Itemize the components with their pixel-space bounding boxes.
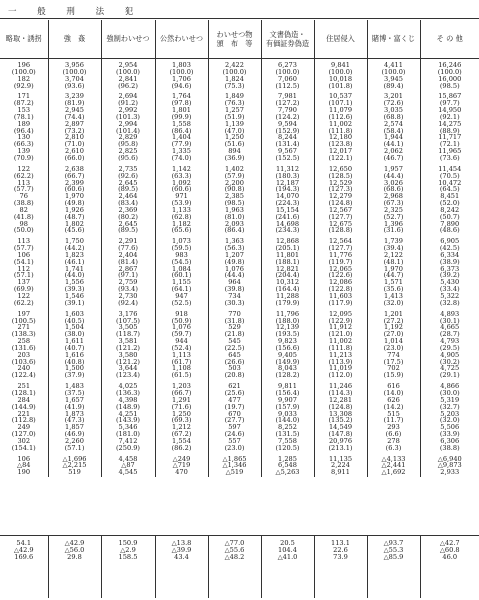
table-row-group [0, 163, 479, 235]
table-cell: 1,285 6,548 △5,263 [261, 453, 314, 478]
table-cell: 1,750 (44.2) 1,823 (46.1) 1,741 (44.0) 1,556 (39.3) 1,546 (39.1) [48, 235, 101, 307]
table-cell: 11,454 (70.5) 10,472 (64.5) 8,451 (52.0) 8,242 (50.7) 7,890 (48.6) [420, 163, 479, 235]
table-cell: 12,095 (122.9) 11,912 (121.0) 11,002 (111.8) 11,213 (113.9) 11,019 (112.0) [314, 308, 367, 380]
table-row-group-difference [0, 453, 479, 478]
table-cell: 1,073 (59.5) 983 (54.5) 1,084 (60.1) 1,155 (64.1) 947 (52.5) [155, 235, 208, 307]
page-title: 一 般 刑 法 犯 [8, 7, 143, 17]
table-cell: 113 (57.7) 106 (54.1) 112 (57.1) 137 (69.9) 122 (62.2) [13, 237, 34, 307]
table-cell: 196 (100.0) 182 (92.9) [11, 61, 36, 90]
table-cell: 4,893 (30.1) 4,665 (28.7) 4,793 (29.5) 4,905 (30.2) 4,725 (29.1) [420, 308, 479, 380]
table-cell: 2,422 (100.0) 1,824 (75.3) [208, 59, 261, 90]
table-cell: 1,203 (66.7) 1,291 (71.6) 1,250 (69.3) 1,212 (67.2) 1,554 (86.2) [155, 380, 208, 452]
table-cell: 197 (100.5) 271 (138.3) 258 (131.6) 203 (103.6) 240 (122.4) [11, 309, 36, 380]
table-cell: 3,176 (107.5) 3,505 (118.7) 3,581 (121.2) 3,580 (121.2) 3,644 (123.4) [101, 308, 155, 380]
footer-cell: △93.7 △55.3 △85.9 [367, 536, 420, 598]
table-row-group [0, 308, 479, 380]
footer-cell: △77.0 △55.6 △48.2 [208, 536, 261, 598]
table-cell: 1,739 (39.4) 2,122 (48.1) 1,970 (44.7) 1,571 (35.6) 1,413 (32.0) [367, 235, 420, 307]
table-cell: 1,363 (56.3) 1,207 (49.8) 1,076 (44.4) 964 (39.8) 734 (30.3) [208, 235, 261, 307]
table-cell: 2,694 (91.2) 2,992 (101.3) 2,994 (101.4) 2,829 (95.8) 2,825 (95.6) [101, 90, 155, 162]
header-row [0, 20, 479, 59]
footer-cell: 20.5 104.4 △41.0 [261, 536, 314, 598]
footer-cell: △13.8 △39.9 43.4 [155, 536, 208, 598]
table-cell: 7,981 (127.2) 7,790 (124.2) 9,594 (152.9) 8,244 (131.4) 9,567 (152.5) [261, 90, 314, 162]
table-cell: 3,956 (100.0) 3,704 (93.6) [48, 59, 101, 90]
table-cell: 6,905 (42.5) 6,334 (38.9) 6,373 (39.2) 5,430 (33.4) 5,322 (32.8) [420, 235, 479, 307]
table-row-group [0, 59, 479, 90]
table-cell: 1,849 (76.3) 1,257 (51.9) 1,139 (47.0) 1,250 (51.6) 894 (36.9) [208, 90, 261, 162]
table-cell: △1,865 △1,346 △519 [208, 453, 261, 478]
table-cell: 3,239 (81.9) 2,945 (74.4) 2,897 (73.2) 2,810 (71.0) 2,610 (66.0) [48, 90, 101, 162]
table-cell: 10,537 (107.1) 11,079 (112.6) 11,002 (111.8) 12,180 (123.8) 12,017 (122.1) [314, 90, 367, 162]
column-header-forgery: 文書偽造・ 有価証券偽造 [261, 20, 314, 58]
table-row-group [0, 235, 479, 307]
table-cell: 12,650 (128.5) 12,529 (127.3) 12,279 (124.8) 12,567 (127.7) 12,675 (128.8) [314, 163, 367, 235]
table-cell: 1,803 (100.0) 1,706 (94.6) [155, 59, 208, 90]
table-cell: 918 (50.9) 1,076 (59.7) 944 (52.4) 1,113 (61.7) 1,108 (61.5) [155, 308, 208, 380]
column-header-other: そ の 他 [420, 20, 479, 58]
table-cell: 2,735 (92.6) 2,645 (89.5) 2,464 (83.4) 2,369 (80.2) 2,645 (89.5) [101, 163, 155, 235]
table-cell: △1,696 △2,215 519 [48, 453, 101, 478]
table-cell: 11,312 (180.3) 12,187 (194.3) 14,070 (224.3) 15,154 (241.6) 14,698 (234.3) [261, 163, 314, 235]
data-table [0, 59, 479, 477]
table-cell: 11,246 (114.3) 12,281 (124.8) 13,308 (135.2) 14,549 (147.8) 20,976 (213.1) [314, 380, 367, 452]
table-cell: 11,796 (188.0) 12,139 (193.5) 9,823 (156.6) 9,405 (149.9) 8,043 (128.2) [261, 308, 314, 380]
table-cell: 1,142 (63.3) 1,092 (60.6) 971 (53.9) 1,133 (62.8) 1,182 (65.6) [155, 163, 208, 235]
table-cell: 16,246 (100.0) 16,000 (98.5) [420, 59, 479, 90]
table-cell: 1,603 (40.5) 1,504 (38.0) 1,611 (40.7) 1,616 (40.8) 1,500 (37.9) [48, 308, 101, 380]
column-header-trespass: 住居侵入 [314, 20, 367, 58]
footer-cell: 54.1 △42.9 169.6 [13, 539, 34, 561]
table-cell: 3,201 (72.6) 3,035 (68.8) 2,574 (58.4) 1,944 (44.1) 2,062 (46.7) [367, 90, 420, 162]
table-row-group [0, 380, 479, 452]
column-header-public-indecency: 公然わいせつ [155, 20, 208, 58]
table-cell: 9,811 (156.4) 9,907 (157.9) 9,033 (144.0) 8,252 (131.5) 7,558 (120.5) [261, 380, 314, 452]
table-cell: 1,201 (27.2) 1,192 (27.0) 1,014 (23.0) 774 (17.5) 702 (15.9) [367, 308, 420, 380]
table-cell: 12,868 (205.1) 11,801 (188.1) 12,821 (204.4) 10,312 (164.4) 11,288 (179.9) [261, 235, 314, 307]
table-row-group [0, 90, 479, 162]
table-cell: 1,764 (97.8) 1,801 (99.9) 1,558 (86.4) 1,404 (77.9) 1,335 (74.0) [155, 90, 208, 162]
column-header-kidnapping: 略取・誘拐 [0, 20, 48, 58]
table-cell: 4,411 (100.0) 3,945 (89.4) [367, 59, 420, 90]
column-header-rape: 強 姦 [48, 20, 101, 58]
table-cell: 251 (128.1) 284 (144.9) 221 (112.8) 249 (127.0) 302 (154.1) [11, 382, 36, 452]
table-cell: 15,867 (97.7) 14,950 (92.1) 14,275 (88.9) 11,717 (72.1) 11,965 (73.6) [420, 90, 479, 162]
table-cell: 4,458 △87 4,545 [101, 453, 155, 478]
table-cell: △249 △719 470 [155, 453, 208, 478]
footer-cell: △42.9 △56.0 29.8 [48, 536, 101, 598]
table-cell: 2,291 (77.6) 2,404 (81.4) 2,867 (97.1) 2,759 (93.4) 2,730 (92.4) [101, 235, 155, 307]
table-cell: 4,866 (30.0) 5,319 (32.7) 5,203 (32.0) 5,506 (33.9) 6,306 (38.8) [420, 380, 479, 452]
table-cell: 2,638 (66.7) 2,399 (60.6) 1,970 (49.8) 1,926 (48.7) 1,802 (45.6) [48, 163, 101, 235]
column-header-indecent-assault: 強制わいせつ [101, 20, 155, 58]
footer-cell: 150.9 △2.9 158.5 [101, 536, 155, 598]
table-cell: 621 (25.6) 477 (19.7) 670 (27.7) 597 (24.6) 557 (23.0) [208, 380, 261, 452]
footer-cell: 113.1 22.6 73.9 [314, 536, 367, 598]
table-cell: 1,957 (44.4) 3,026 (68.6) 2,968 (67.3) 2,325 (52.7) 1,396 (31.6) [367, 163, 420, 235]
column-header-gambling: 賭博・富くじ [367, 20, 420, 58]
table-cell: 616 (14.0) 626 (14.2) 515 (11.7) 293 (6.6) 278 (6.3) [367, 380, 420, 452]
table-cell: 2,954 (100.0) 2,841 (96.2) [101, 59, 155, 90]
table-cell: 122 (62.2) 113 (57.7) 76 (38.8) 82 (41.8) 98 (50.0) [13, 164, 34, 235]
table-cell: 12,564 (127.7) 11,776 (119.7) 12,065 (122.6) 12,086 (122.8) 11,603 (117.9) [314, 235, 367, 307]
footer-cell: △42.7 △60.8 46.0 [420, 536, 479, 598]
table-cell: 6,273 (100.0) 7,060 (112.5) [261, 59, 314, 90]
footer-row [0, 535, 479, 598]
table-cell: 106 △84 190 [17, 454, 31, 477]
table-cell: 171 (87.2) 153 (78.1) 189 (96.4) 130 (66.3) 139 (70.9) [13, 92, 34, 162]
table-cell: 4,025 (136.3) 4,398 (148.9) 4,251 (143.9) 5,346 (181.0) 7,412 (250.9) [101, 380, 155, 452]
table-cell: 9,841 (100.0) 10,018 (101.8) [314, 59, 367, 90]
table-cell: △4,133 △2,441 △1,692 [367, 453, 420, 478]
table-cell: 1,483 (37.5) 1,657 (41.9) 1,873 (47.3) 1,857 (46.9) 2,260 (57.1) [48, 380, 101, 452]
title-bar [0, 6, 479, 19]
table-cell: 11,135 2,224 8,911 [314, 453, 367, 478]
table-cell: 1,402 (57.9) 2,200 (90.8) 2,385 (98.5) 1,963 (81.0) 2,093 (86.4) [208, 163, 261, 235]
table-cell: 770 (31.8) 529 (21.8) 545 (22.5) 645 (26.6) 503 (20.8) [208, 308, 261, 380]
column-header-obscene-distribution: わいせつ物 頒 布 等 [208, 20, 261, 58]
table-cell: △6,940 △9,873 2,933 [420, 453, 479, 478]
